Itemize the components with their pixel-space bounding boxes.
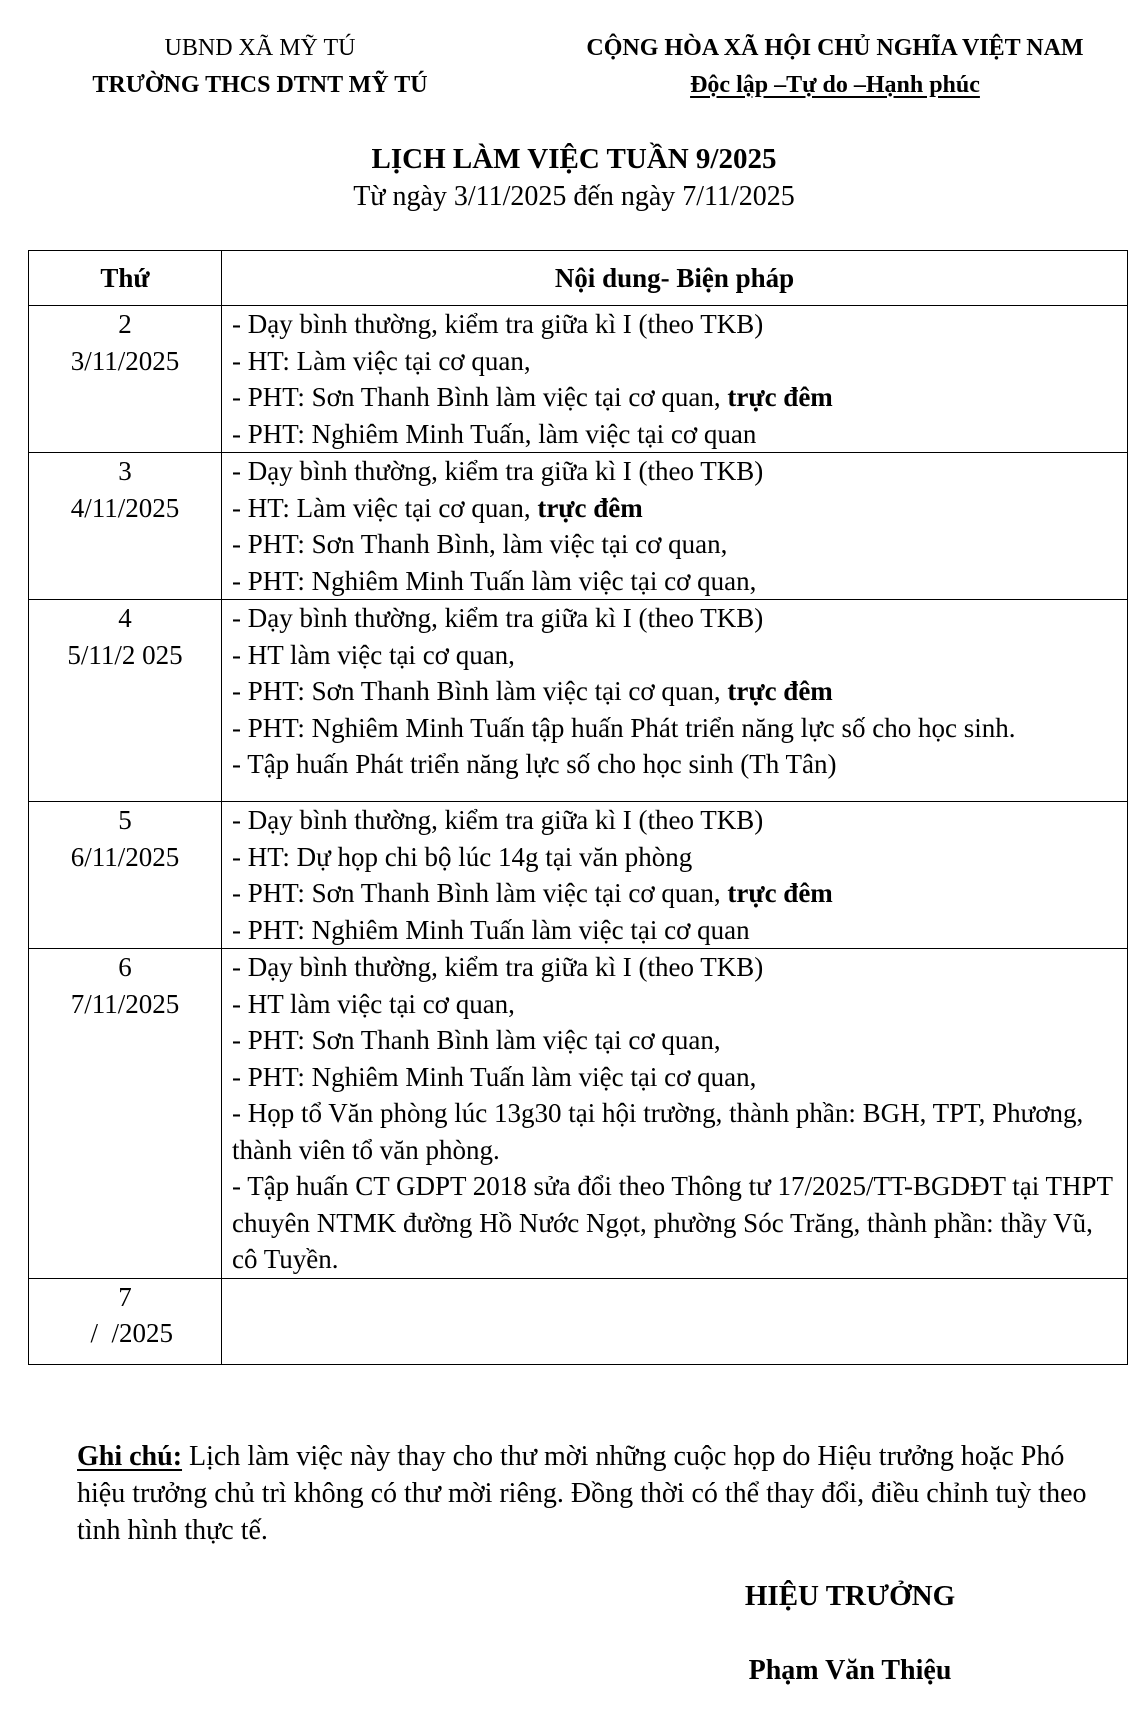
day-number: 6 xyxy=(118,952,132,982)
content-line xyxy=(232,1022,1117,1059)
content-line-text: - Dạy bình thường, kiểm tra giữa kì I (theo TKB) xyxy=(232,309,764,339)
content-line-text: - HT: Làm việc tại cơ quan, xyxy=(232,492,538,523)
column-header-day: Thứ xyxy=(29,251,222,306)
day-cell xyxy=(29,600,222,802)
day-number: 7 xyxy=(118,1281,132,1312)
day-number: 2 xyxy=(118,309,132,339)
content-line-text: - HT: Làm việc tại cơ quan, xyxy=(232,345,531,376)
content-cell xyxy=(222,453,1128,600)
content-line-text: - PHT: Nghiêm Minh Tuấn làm việc tại cơ quan, xyxy=(232,1061,757,1092)
content-line xyxy=(232,802,1117,839)
day-date: 3/11/2025 xyxy=(70,345,180,376)
content-line-text: - HT làm việc tại cơ quan, xyxy=(232,639,515,670)
content-cell xyxy=(222,802,1128,949)
signature-title: HIỆU TRƯỞNG xyxy=(744,1580,956,1612)
content-line-text: - HT: Dự họp chi bộ lúc 14g tại văn phòng xyxy=(232,841,693,872)
content-line xyxy=(232,343,1117,380)
note xyxy=(77,1438,1117,1549)
day-date: 5/11/2 025 xyxy=(67,639,183,670)
table-header-row xyxy=(29,251,1128,306)
national-motto: Độc lập –Tự do –Hạnh phúc xyxy=(690,72,980,98)
district-name: UBND XÃ MỸ TÚ xyxy=(164,35,356,61)
content-line xyxy=(232,839,1117,876)
day-date: / /2025 xyxy=(76,1318,173,1348)
title-block xyxy=(0,140,1148,216)
day-cell xyxy=(29,453,222,600)
schedule-table xyxy=(28,250,1128,1365)
school-name: TRƯỜNG THCS DTNT MỸ TÚ xyxy=(92,72,428,98)
content-line-text: - PHT: Sơn Thanh Bình làm việc tại cơ quan, xyxy=(232,382,728,412)
day-cell xyxy=(29,802,222,949)
day-number: 3 xyxy=(118,456,132,486)
content-line xyxy=(232,416,1117,453)
content-cell xyxy=(222,949,1128,1279)
day-cell xyxy=(29,949,222,1279)
content-line-text: - Dạy bình thường, kiểm tra giữa kì I (theo TKB) xyxy=(232,456,764,486)
content-line-text: - PHT: Nghiêm Minh Tuấn làm việc tại cơ quan xyxy=(232,914,750,945)
content-line-text: - PHT: Sơn Thanh Bình làm việc tại cơ quan, xyxy=(232,878,728,908)
content-line-text: - Tập huấn CT GDPT 2018 sửa đổi theo Thông tư 17/2025/TT-BGDĐT tại THPT chuyên NTMK đường Hồ Nước Ngọt, phường Sóc Trăng, thành phần: thầy Vũ, cô Tuyền. xyxy=(232,1171,1113,1274)
day-date: 6/11/2025 xyxy=(70,841,180,872)
content-line xyxy=(232,379,1117,416)
content-line xyxy=(232,746,1117,783)
page-title: LỊCH LÀM VIỆC TUẦN 9/2025 xyxy=(371,143,777,175)
header-left xyxy=(40,30,480,104)
table-row xyxy=(29,306,1128,453)
table-row xyxy=(29,600,1128,802)
day-number: 4 xyxy=(118,603,132,633)
content-line xyxy=(232,563,1117,600)
content-line-text: - PHT: Sơn Thanh Bình làm việc tại cơ quan, xyxy=(232,676,728,706)
header-right xyxy=(535,30,1135,104)
content-line xyxy=(232,710,1117,747)
content-line xyxy=(232,526,1117,563)
content-line-text: - PHT: Sơn Thanh Bình làm việc tại cơ quan, xyxy=(232,1025,721,1055)
content-line xyxy=(232,600,1117,637)
content-line xyxy=(232,986,1117,1023)
content-line xyxy=(232,673,1117,710)
table-row xyxy=(29,453,1128,600)
content-line-text: - Tập huấn Phát triển năng lực số cho học sinh (Th Tân) xyxy=(232,749,837,779)
day-cell xyxy=(29,1278,222,1364)
note-text: Lịch làm việc này thay cho thư mời những cuộc họp do Hiệu trưởng hoặc Phó hiệu trưởng chủ trì không có thư mời riêng. Đồng thời có thể thay đổi, điều chỉnh tuỳ theo tình hình thực tế. xyxy=(77,1441,1087,1546)
content-line xyxy=(232,453,1117,490)
night-duty-label: trực đêm xyxy=(537,492,643,523)
content-line xyxy=(232,875,1117,912)
content-line xyxy=(232,490,1117,527)
content-line-text: - HT làm việc tại cơ quan, xyxy=(232,988,515,1019)
content-line-text: - PHT: Nghiêm Minh Tuấn, làm việc tại cơ quan xyxy=(232,418,757,449)
content-line-text: - Họp tổ Văn phòng lúc 13g30 tại hội trường, thành phần: BGH, TPT, Phương, thành viên tổ văn phòng. xyxy=(232,1098,1084,1165)
content-line-text: - PHT: Nghiêm Minh Tuấn làm việc tại cơ quan, xyxy=(232,565,757,596)
night-duty-label: trực đêm xyxy=(727,878,833,908)
page-subtitle: Từ ngày 3/11/2025 đến ngày 7/11/2025 xyxy=(353,181,795,212)
content-line-text: - Dạy bình thường, kiểm tra giữa kì I (theo TKB) xyxy=(232,952,764,982)
content-line xyxy=(232,1095,1117,1168)
column-header-content: Nội dung- Biện pháp xyxy=(222,251,1128,306)
content-cell xyxy=(222,306,1128,453)
note-label: Ghi chú: xyxy=(77,1441,183,1472)
day-date: 7/11/2025 xyxy=(70,988,180,1019)
content-line-text: - Dạy bình thường, kiểm tra giữa kì I (theo TKB) xyxy=(232,603,764,633)
content-line xyxy=(232,306,1117,343)
content-cell xyxy=(222,1278,1128,1364)
table-row xyxy=(29,802,1128,949)
content-line xyxy=(232,637,1117,674)
night-duty-label: trực đêm xyxy=(727,676,833,706)
content-line-text: - PHT: Sơn Thanh Bình, làm việc tại cơ quan, xyxy=(232,529,728,559)
content-line-text: - PHT: Nghiêm Minh Tuấn tập huấn Phát triển năng lực số cho học sinh. xyxy=(232,712,1016,743)
content-line xyxy=(232,949,1117,986)
content-line-text: - Dạy bình thường, kiểm tra giữa kì I (theo TKB) xyxy=(232,805,764,835)
content-cell xyxy=(222,600,1128,802)
day-date: 4/11/2025 xyxy=(70,492,180,523)
content-line xyxy=(232,912,1117,949)
table-row xyxy=(29,949,1128,1279)
signature-name: Phạm Văn Thiệu xyxy=(748,1655,952,1686)
night-duty-label: trực đêm xyxy=(727,382,833,412)
table-row xyxy=(29,1278,1128,1364)
day-number: 5 xyxy=(118,805,132,835)
content-line xyxy=(232,1059,1117,1096)
day-cell xyxy=(29,306,222,453)
content-line xyxy=(232,1168,1117,1278)
national-title: CỘNG HÒA XÃ HỘI CHỦ NGHĨA VIỆT NAM xyxy=(586,35,1084,61)
